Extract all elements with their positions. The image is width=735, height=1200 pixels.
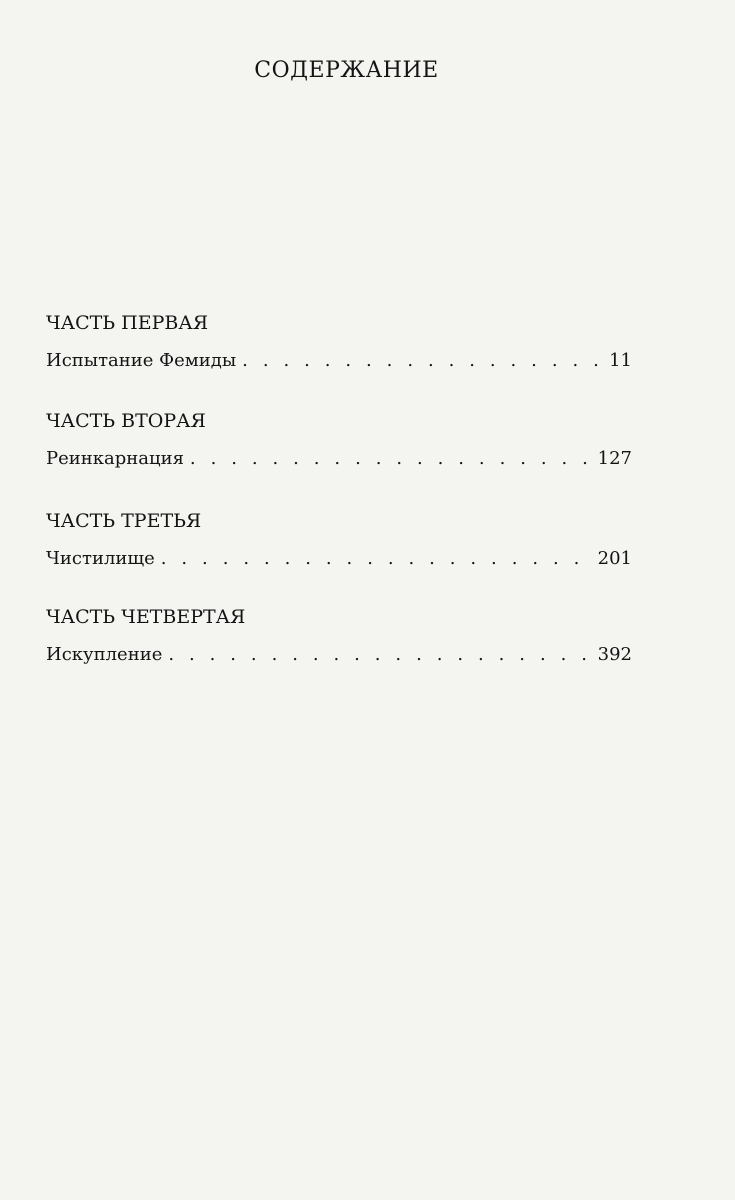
part-heading: ЧАСТЬ ЧЕТВЕРТАЯ (46, 606, 246, 628)
toc-entry (46, 446, 632, 472)
toc-entry (46, 348, 632, 374)
dot-leader (168, 642, 589, 668)
part-heading: ЧАСТЬ ВТОРАЯ (46, 410, 206, 432)
entry-title: Испытание Фемиды (46, 350, 237, 371)
entry-page-number: 201 (597, 548, 632, 569)
dot-leader (161, 546, 590, 572)
entry-page-number: 392 (597, 644, 632, 665)
entry-title: Реинкарнация (46, 448, 184, 469)
toc-section-part-three (46, 508, 632, 572)
toc-entry (46, 642, 632, 668)
part-heading: ЧАСТЬ ПЕРВАЯ (46, 312, 209, 334)
page-title: СОДЕРЖАНИЕ (254, 58, 439, 83)
entry-page-number: 11 (609, 350, 632, 371)
entry-title: Чистилище (46, 548, 155, 569)
dot-leader (242, 348, 601, 374)
toc-entry (46, 546, 632, 572)
toc-section-part-four (46, 604, 632, 668)
toc-section-part-two (46, 408, 632, 472)
entry-title: Искупление (46, 644, 163, 665)
entry-page-number: 127 (597, 448, 632, 469)
toc-section-part-one (46, 310, 632, 374)
part-heading: ЧАСТЬ ТРЕТЬЯ (46, 510, 202, 532)
dot-leader (190, 446, 590, 472)
